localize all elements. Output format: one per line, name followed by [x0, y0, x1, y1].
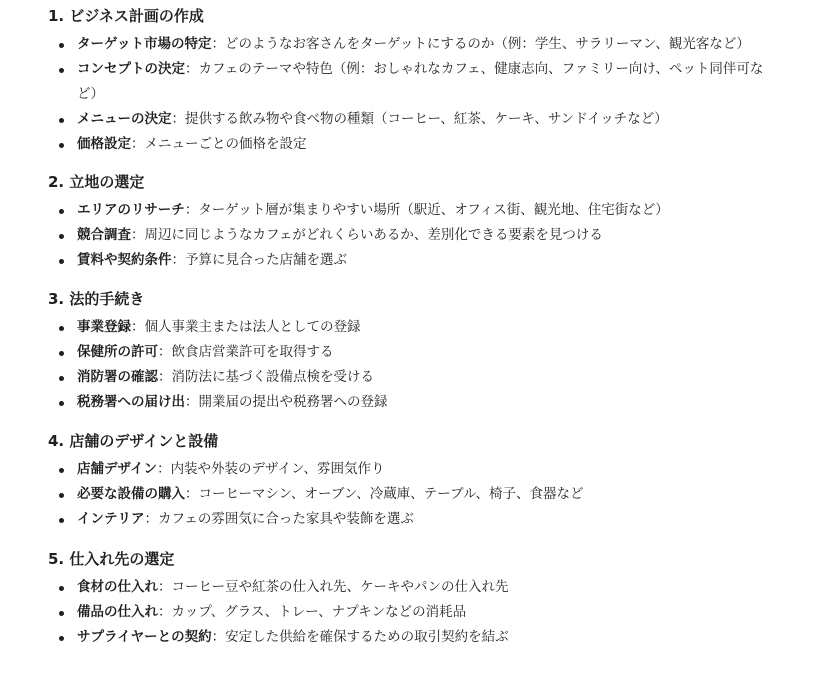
section-title: 4. 店舗のデザインと設備: [48, 432, 219, 450]
item-text: メニューごとの価格を設定: [144, 136, 307, 152]
bullet-list: [48, 32, 768, 157]
section-title: 2. 立地の選定: [48, 173, 145, 191]
item-text: 個人事業主または法人としての登録: [144, 319, 361, 335]
item-separator: ：: [158, 604, 172, 620]
item-text: カフェのテーマや特色（例：おしゃれなカフェ、健康志向、ファミリー向け、ペット同伴可など）: [77, 61, 764, 102]
section-suppliers: [48, 548, 768, 650]
item-separator: ：: [131, 227, 145, 243]
item-label: 備品の仕入れ: [77, 604, 158, 620]
list-item: [48, 198, 767, 223]
section-title: 1. ビジネス計画の作成: [48, 7, 204, 25]
item-separator: ：: [185, 394, 199, 410]
section-title: 5. 仕入れ先の選定: [48, 550, 175, 568]
bullet-list: [48, 315, 768, 415]
item-separator: ：: [158, 579, 172, 595]
item-label: 消防署の確認: [77, 369, 158, 385]
list-item: [48, 340, 767, 365]
item-label: メニューの決定: [77, 111, 172, 127]
item-separator: ：: [184, 202, 199, 218]
item-text: 内装や外装のデザイン、雰囲気作り: [170, 461, 385, 477]
item-separator: ：: [131, 319, 145, 335]
list-item: [48, 132, 767, 157]
item-separator: ：: [185, 61, 199, 77]
item-label: エリアのリサーチ: [77, 202, 185, 218]
list-item: [48, 57, 767, 107]
item-text: カップ、グラス、トレー、ナプキンなどの消耗品: [171, 604, 467, 620]
list-item: [48, 482, 767, 507]
list-item: [48, 223, 767, 248]
item-label: 必要な設備の購入: [77, 486, 185, 502]
item-separator: ：: [211, 36, 225, 52]
item-label: 税務署への届け出: [77, 394, 185, 410]
list-item: [48, 32, 767, 57]
section-business-plan: [48, 5, 768, 157]
item-label: 賃料や契約条件: [77, 252, 172, 268]
section-store-design: [48, 430, 768, 532]
list-item: [48, 365, 767, 390]
item-label: 競合調査: [77, 227, 131, 243]
list-item: [48, 625, 767, 650]
item-label: 事業登録: [77, 319, 131, 335]
list-item: [48, 390, 767, 415]
item-text: 予算に見合った店舗を選ぶ: [185, 252, 347, 268]
list-item: [48, 107, 767, 132]
item-label: ターゲット市場の特定: [77, 36, 212, 52]
item-text: ターゲット層が集まりやすい場所（駅近、オフィス街、観光地、住宅街など）: [198, 202, 669, 218]
list-item: [48, 575, 767, 600]
bullet-list: [48, 575, 768, 650]
bullet-list: [48, 457, 768, 532]
item-text: コーヒーマシン、オーブン、冷蔵庫、テーブル、椅子、食器など: [198, 486, 584, 502]
list-item: [48, 507, 767, 532]
section-legal-procedures: [48, 288, 768, 415]
item-text: コーヒー豆や紅茶の仕入れ先、ケーキやパンの仕入れ先: [171, 579, 509, 595]
item-label: コンセプトの決定: [77, 61, 185, 77]
item-label: 価格設定: [77, 136, 131, 152]
item-text: どのようなお客さんをターゲットにするのか（例：学生、サラリーマン、観光客など）: [224, 36, 750, 52]
item-label: インテリア: [77, 511, 145, 527]
list-item: [48, 248, 767, 273]
item-label: 食材の仕入れ: [77, 579, 158, 595]
item-label: 保健所の許可: [77, 344, 158, 360]
item-text: カフェの雰囲気に合った家具や装飾を選ぶ: [158, 511, 414, 527]
list-item: [48, 457, 767, 482]
list-item: [48, 315, 767, 340]
item-separator: ：: [158, 369, 172, 385]
list-item: [48, 600, 767, 625]
item-separator: ：: [211, 629, 226, 645]
item-text: 飲食店営業許可を取得する: [171, 344, 334, 360]
item-separator: ：: [131, 136, 145, 152]
item-label: 店舗デザイン: [77, 461, 158, 477]
item-text: 開業届の提出や税務署への登録: [198, 394, 388, 410]
bullet-list: [48, 198, 768, 273]
section-location: [48, 171, 768, 273]
item-separator: ：: [158, 344, 172, 360]
item-separator: ：: [157, 461, 171, 477]
item-separator: ：: [171, 111, 185, 127]
section-title: 3. 法的手続き: [48, 290, 145, 308]
item-text: 提供する飲み物や食べ物の種類（コーヒー、紅茶、ケーキ、サンドイッチなど）: [185, 111, 668, 127]
item-text: 安定した供給を確保するための取引契約を結ぶ: [225, 629, 509, 645]
item-separator: ：: [144, 511, 158, 527]
item-text: 周辺に同じようなカフェがどれくらいあるか、差別化できる要素を見つける: [144, 227, 603, 243]
item-separator: ：: [171, 252, 185, 268]
item-label: サプライヤーとの契約: [77, 629, 212, 645]
item-separator: ：: [185, 486, 199, 502]
item-text: 消防法に基づく設備点検を受ける: [171, 369, 374, 385]
